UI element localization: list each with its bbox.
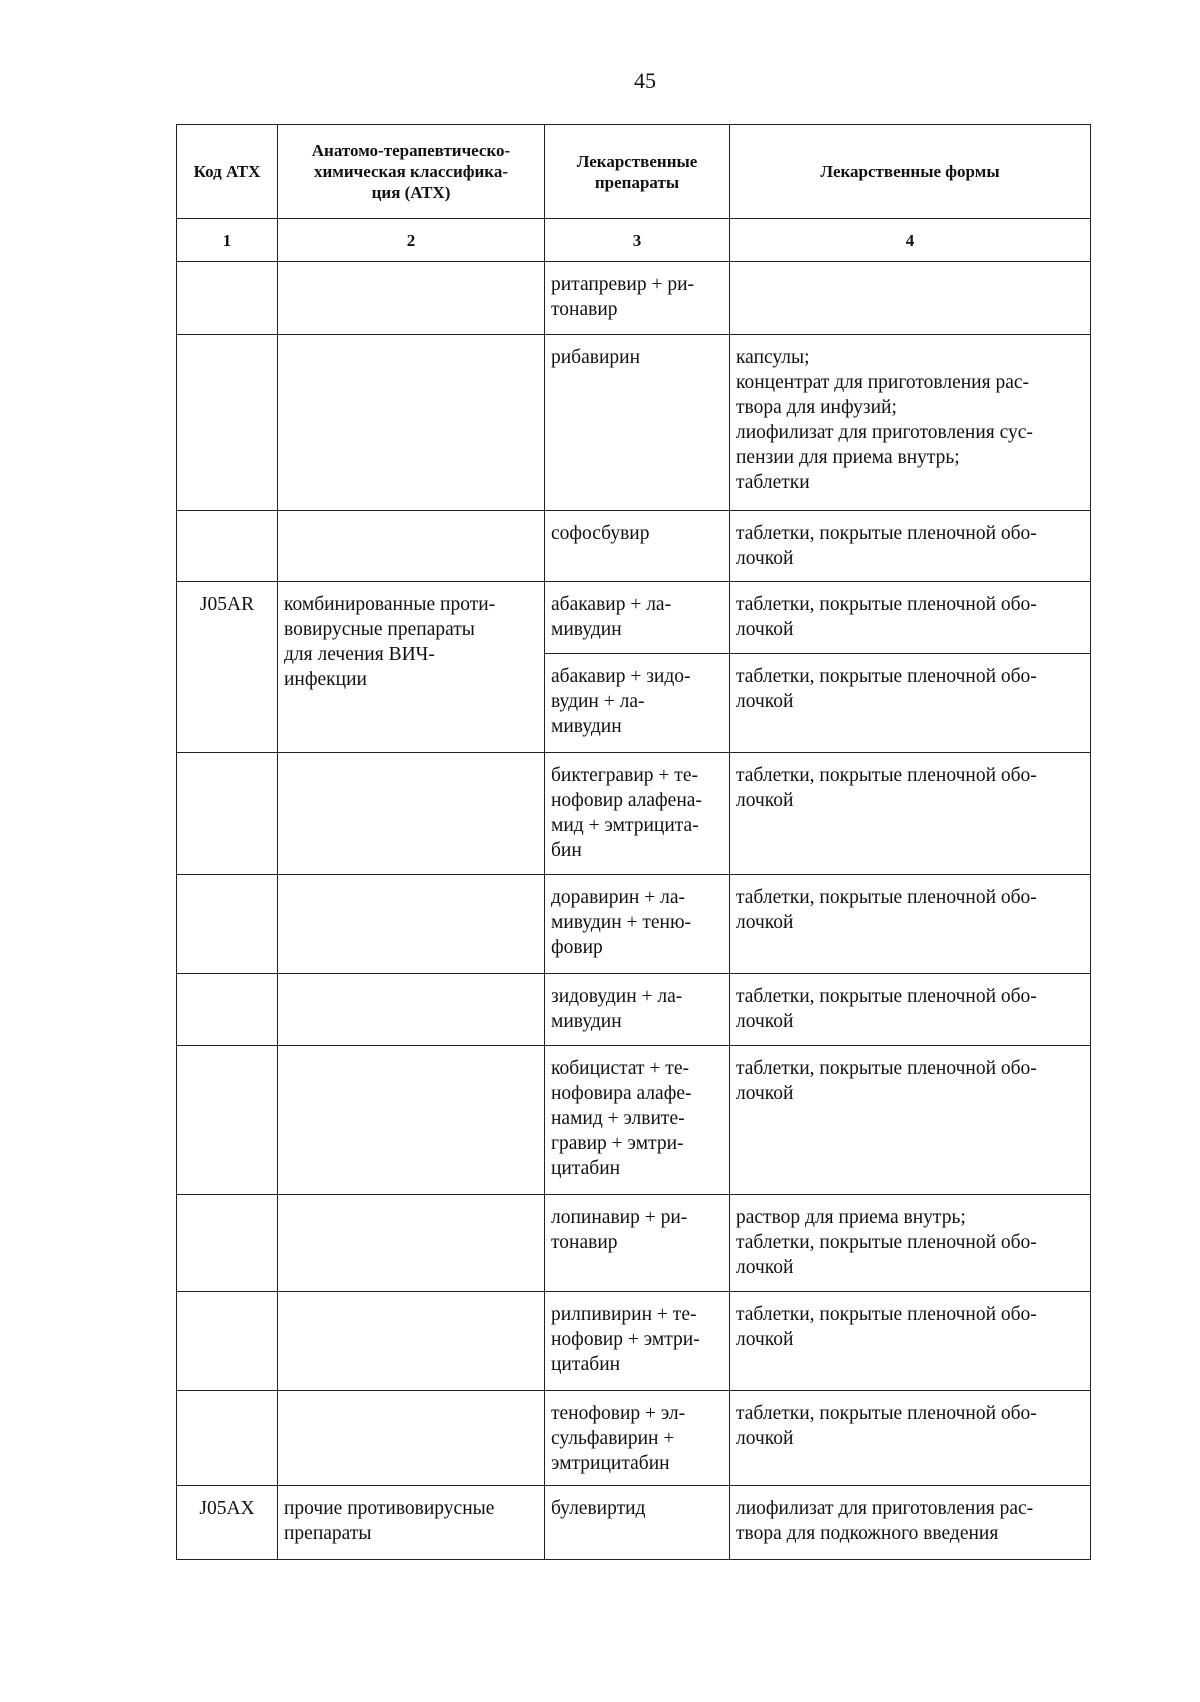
table-row <box>177 511 1091 582</box>
classification-cell <box>278 262 545 335</box>
classification-cell <box>278 511 545 582</box>
forms-cell: таблетки, покрытые пленочной обо- лочкой <box>730 1292 1091 1391</box>
code-cell <box>177 511 278 582</box>
forms-cell: таблетки, покрытые пленочной обо- лочкой <box>730 654 1091 753</box>
classification-cell <box>278 1391 545 1486</box>
code-cell <box>177 262 278 335</box>
code-cell <box>177 1292 278 1391</box>
forms-cell: таблетки, покрытые пленочной обо- лочкой <box>730 582 1091 654</box>
drug-cell: биктегравир + те- нофовир алафена- мид + эмтрицита- бин <box>545 753 730 875</box>
drug-cell: булевиртид <box>545 1486 730 1560</box>
table-header-row <box>177 125 1091 219</box>
forms-cell: капсулы; концентрат для приготовления рас- твора для инфузий; лиофилизат для приготовления сус- пензии для приема внутрь; таблетки <box>730 335 1091 511</box>
forms-cell: лиофилизат для приготовления рас- твора для подкожного введения <box>730 1486 1091 1560</box>
drug-cell: абакавир + зидо- вудин + ла- мивудин <box>545 654 730 753</box>
forms-cell: таблетки, покрытые пленочной обо- лочкой <box>730 511 1091 582</box>
table-row <box>177 1195 1091 1292</box>
classification-cell <box>278 1046 545 1195</box>
classification-cell: комбинированные проти- вовирусные препараты для лечения ВИЧ- инфекции <box>278 582 545 753</box>
table-row <box>177 262 1091 335</box>
classification-cell <box>278 974 545 1046</box>
forms-cell: раствор для приема внутрь; таблетки, покрытые пленочной обо- лочкой <box>730 1195 1091 1292</box>
classification-cell: прочие противовирусные препараты <box>278 1486 545 1560</box>
drug-cell: ритапревир + ри- тонавир <box>545 262 730 335</box>
forms-cell: таблетки, покрытые пленочной обо- лочкой <box>730 875 1091 974</box>
table-row <box>177 582 1091 654</box>
drug-cell: рибавирин <box>545 335 730 511</box>
header-drugs: Лекарственные препараты <box>545 125 730 219</box>
classification-cell <box>278 875 545 974</box>
code-cell <box>177 1046 278 1195</box>
code-cell: J05AX <box>177 1486 278 1560</box>
header-forms: Лекарственные формы <box>730 125 1091 219</box>
table-row <box>177 1046 1091 1195</box>
column-number-row <box>177 219 1091 262</box>
table-row <box>177 875 1091 974</box>
table-row <box>177 1486 1091 1560</box>
code-cell <box>177 1195 278 1292</box>
column-number: 2 <box>278 219 545 262</box>
forms-cell: таблетки, покрытые пленочной обо- лочкой <box>730 1046 1091 1195</box>
drug-cell: абакавир + ла- мивудин <box>545 582 730 654</box>
forms-cell: таблетки, покрытые пленочной обо- лочкой <box>730 1391 1091 1486</box>
classification-cell <box>278 1195 545 1292</box>
page-number: 45 <box>634 68 656 93</box>
classification-cell <box>278 1292 545 1391</box>
table-row <box>177 753 1091 875</box>
table-row <box>177 974 1091 1046</box>
column-number: 3 <box>545 219 730 262</box>
column-number: 4 <box>730 219 1091 262</box>
drug-cell: тенофовир + эл- сульфавирин + эмтрицитабин <box>545 1391 730 1486</box>
drug-cell: софосбувир <box>545 511 730 582</box>
atx-drug-table <box>176 124 1091 1560</box>
table-row <box>177 335 1091 511</box>
code-cell <box>177 753 278 875</box>
classification-cell <box>278 335 545 511</box>
drug-cell: доравирин + ла- мивудин + теню- фовир <box>545 875 730 974</box>
table-row <box>177 1391 1091 1486</box>
drug-cell: рилпивирин + те- нофовир + эмтри- цитабин <box>545 1292 730 1391</box>
drug-cell: лопинавир + ри- тонавир <box>545 1195 730 1292</box>
column-number: 1 <box>177 219 278 262</box>
header-code: Код АТХ <box>177 125 278 219</box>
forms-cell: таблетки, покрытые пленочной обо- лочкой <box>730 753 1091 875</box>
drug-cell: зидовудин + ла- мивудин <box>545 974 730 1046</box>
code-cell <box>177 335 278 511</box>
code-cell <box>177 1391 278 1486</box>
drug-cell: кобицистат + те- нофовира алафе- намид + элвите- гравир + эмтри- цитабин <box>545 1046 730 1195</box>
table-row <box>177 1292 1091 1391</box>
header-classification: Анатомо-терапевтическо- химическая классифика- ция (АТХ) <box>278 125 545 219</box>
forms-cell <box>730 262 1091 335</box>
classification-cell <box>278 753 545 875</box>
forms-cell: таблетки, покрытые пленочной обо- лочкой <box>730 974 1091 1046</box>
code-cell <box>177 974 278 1046</box>
code-cell: J05AR <box>177 582 278 753</box>
code-cell <box>177 875 278 974</box>
